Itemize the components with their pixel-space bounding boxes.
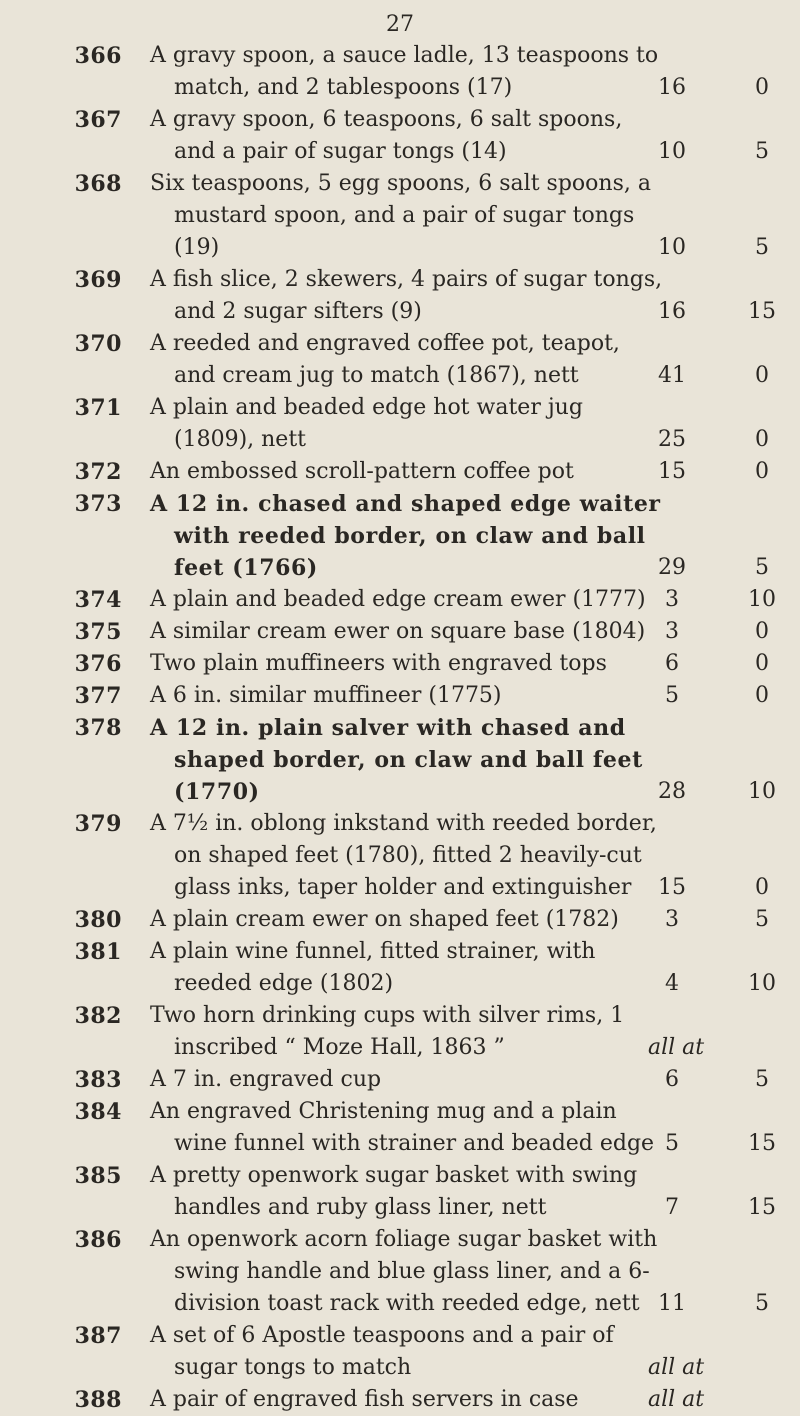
lot-number: 380 <box>74 907 122 933</box>
lot-description: A 7½ in. oblong inkstand with reeded border, on shaped feet (1780), fitted 2 heavily-cut glass inks, taper holder and extinguisher <box>150 811 657 900</box>
lot-description: A fish slice, 2 skewers, 4 pairs of sugar tongs, and 2 sugar sifters (9) <box>150 267 663 324</box>
lot-estimate <box>642 424 792 456</box>
lot-number: 383 <box>74 1067 122 1093</box>
estimate-shillings: 5 <box>755 907 769 932</box>
lot-estimate <box>642 232 792 264</box>
lot-description: An embossed scroll-pattern coffee pot <box>150 459 574 484</box>
lot-entry <box>0 1064 800 1096</box>
estimate-shillings: 5 <box>755 139 769 164</box>
estimate-pounds: 7 <box>665 1195 679 1220</box>
lot-description: A similar cream ewer on square base (1804) <box>150 619 646 644</box>
lot-number: 371 <box>74 395 122 421</box>
lot-estimate <box>642 1032 792 1064</box>
estimate-pounds: 15 <box>658 875 686 900</box>
lot-number: 370 <box>74 331 122 357</box>
lot-number: 375 <box>74 619 122 645</box>
lot-entry <box>0 584 800 616</box>
estimate-shillings: 0 <box>755 651 769 676</box>
lot-description: A gravy spoon, a sauce ladle, 13 teaspoons to match, and 2 tablespoons (17) <box>150 43 659 100</box>
lot-estimate <box>642 1128 792 1160</box>
lot-list <box>0 40 800 1416</box>
lot-number: 387 <box>74 1323 122 1349</box>
estimate-pounds: 41 <box>658 363 686 388</box>
lot-entry <box>0 904 800 936</box>
lot-estimate <box>642 552 792 584</box>
lot-number: 388 <box>74 1387 122 1413</box>
estimate-shillings: 5 <box>755 1291 769 1316</box>
lot-description: A 12 in. chased and shaped edge waiter with reeded border, on claw and ball feet (1766) <box>150 491 661 581</box>
lot-number: 374 <box>74 587 122 613</box>
estimate-shillings: 10 <box>748 587 776 612</box>
estimate-pounds: 3 <box>665 619 679 644</box>
lot-entry <box>0 40 800 104</box>
lot-entry <box>0 1160 800 1224</box>
lot-description: A gravy spoon, 6 teaspoons, 6 salt spoons, and a pair of sugar tongs (14) <box>150 107 623 164</box>
estimate-shillings: 0 <box>755 619 769 644</box>
lot-estimate <box>642 1064 792 1096</box>
lot-description: A pair of engraved fish servers in case <box>150 1387 579 1412</box>
lot-entry <box>0 1096 800 1160</box>
lot-estimate <box>642 136 792 168</box>
estimate-shillings: 0 <box>755 683 769 708</box>
lot-estimate <box>642 584 792 616</box>
lot-number: 366 <box>74 43 122 69</box>
lot-estimate <box>642 648 792 680</box>
lot-number: 384 <box>74 1099 122 1125</box>
estimate-shillings: 0 <box>755 875 769 900</box>
estimate-shillings: 0 <box>755 427 769 452</box>
estimate-pounds: all at <box>648 1035 705 1060</box>
lot-estimate <box>642 1384 792 1416</box>
lot-entry <box>0 648 800 680</box>
lot-description: A 6 in. similar muffineer (1775) <box>150 683 502 708</box>
lot-estimate <box>642 456 792 488</box>
lot-description: A plain and beaded edge cream ewer (1777) <box>150 587 646 612</box>
lot-description: A 7 in. engraved cup <box>150 1067 382 1092</box>
lot-number: 377 <box>74 683 122 709</box>
lot-number: 367 <box>74 107 122 133</box>
lot-description: A plain wine funnel, fitted strainer, with reeded edge (1802) <box>150 939 596 996</box>
lot-number: 385 <box>74 1163 122 1189</box>
lot-entry <box>0 616 800 648</box>
estimate-pounds: 10 <box>658 235 686 260</box>
estimate-pounds: 3 <box>665 587 679 612</box>
lot-estimate <box>642 360 792 392</box>
lot-description: A reeded and engraved coffee pot, teapot, and cream jug to match (1867), nett <box>150 331 620 388</box>
lot-estimate <box>642 872 792 904</box>
estimate-pounds: 5 <box>665 683 679 708</box>
estimate-pounds: 5 <box>665 1131 679 1156</box>
estimate-pounds: 25 <box>658 427 686 452</box>
estimate-shillings: 5 <box>755 1067 769 1092</box>
lot-description: A plain and beaded edge hot water jug (1809), nett <box>150 395 583 452</box>
lot-number: 382 <box>74 1003 122 1029</box>
lot-entry <box>0 712 800 808</box>
lot-estimate <box>642 72 792 104</box>
estimate-shillings: 10 <box>748 779 776 804</box>
lot-entry <box>0 168 800 264</box>
estimate-pounds: all at <box>648 1355 705 1380</box>
estimate-shillings: 0 <box>755 459 769 484</box>
lot-description: A 12 in. plain salver with chased and shaped border, on claw and ball feet (1770) <box>150 715 643 805</box>
lot-description: Two plain muffineers with engraved tops <box>150 651 607 676</box>
lot-entry <box>0 392 800 456</box>
lot-entry <box>0 1224 800 1320</box>
lot-description: A pretty openwork sugar basket with swing handles and ruby glass liner, nett <box>150 1163 638 1220</box>
lot-entry <box>0 1000 800 1064</box>
lot-estimate <box>642 776 792 808</box>
estimate-shillings: 10 <box>748 971 776 996</box>
lot-entry <box>0 264 800 328</box>
lot-entry <box>0 936 800 1000</box>
lot-estimate <box>642 1288 792 1320</box>
lot-number: 373 <box>74 491 122 517</box>
estimate-pounds: 16 <box>658 299 686 324</box>
lot-estimate <box>642 680 792 712</box>
lot-entry <box>0 456 800 488</box>
estimate-pounds: 16 <box>658 75 686 100</box>
lot-description: An engraved Christening mug and a plain wine funnel with strainer and beaded edge <box>150 1099 655 1156</box>
estimate-shillings: 15 <box>748 1195 776 1220</box>
lot-estimate <box>642 904 792 936</box>
estimate-pounds: 3 <box>665 907 679 932</box>
lot-estimate <box>642 616 792 648</box>
page-number: 27 <box>386 12 414 37</box>
lot-estimate <box>642 296 792 328</box>
lot-description: An openwork acorn foliage sugar basket with swing handle and blue glass liner, and a 6-division toast rack with reeded edge, nett <box>150 1227 658 1316</box>
lot-number: 378 <box>74 715 122 741</box>
lot-entry <box>0 328 800 392</box>
estimate-shillings: 0 <box>755 75 769 100</box>
lot-entry <box>0 104 800 168</box>
lot-estimate <box>642 968 792 1000</box>
lot-description: Two horn drinking cups with silver rims, 1 inscribed “ Moze Hall, 1863 ” <box>150 1003 625 1060</box>
estimate-pounds: all at <box>648 1387 705 1412</box>
lot-entry <box>0 1384 800 1416</box>
estimate-pounds: 11 <box>658 1291 686 1316</box>
estimate-pounds: 6 <box>665 1067 679 1092</box>
lot-number: 379 <box>74 811 122 837</box>
estimate-pounds: 28 <box>658 779 686 804</box>
estimate-shillings: 5 <box>755 235 769 260</box>
lot-description: A set of 6 Apostle teaspoons and a pair of sugar tongs to match <box>150 1323 614 1380</box>
estimate-shillings: 15 <box>748 299 776 324</box>
lot-number: 376 <box>74 651 122 677</box>
lot-entry <box>0 488 800 584</box>
lot-number: 386 <box>74 1227 122 1253</box>
estimate-pounds: 4 <box>665 971 679 996</box>
estimate-shillings: 15 <box>748 1131 776 1156</box>
lot-entry <box>0 680 800 712</box>
lot-entry <box>0 1320 800 1384</box>
lot-description: Six teaspoons, 5 egg spoons, 6 salt spoons, a mustard spoon, and a pair of sugar tongs (19) <box>150 171 651 260</box>
estimate-pounds: 10 <box>658 139 686 164</box>
lot-entry <box>0 808 800 904</box>
estimate-shillings: 0 <box>755 363 769 388</box>
estimate-shillings: 5 <box>755 555 769 580</box>
estimate-pounds: 29 <box>658 555 686 580</box>
lot-number: 369 <box>74 267 122 293</box>
lot-number: 372 <box>74 459 122 485</box>
lot-number: 381 <box>74 939 122 965</box>
estimate-pounds: 6 <box>665 651 679 676</box>
lot-estimate <box>642 1192 792 1224</box>
lot-description: A plain cream ewer on shaped feet (1782) <box>150 907 619 932</box>
lot-estimate <box>642 1352 792 1384</box>
estimate-pounds: 15 <box>658 459 686 484</box>
lot-number: 368 <box>74 171 122 197</box>
